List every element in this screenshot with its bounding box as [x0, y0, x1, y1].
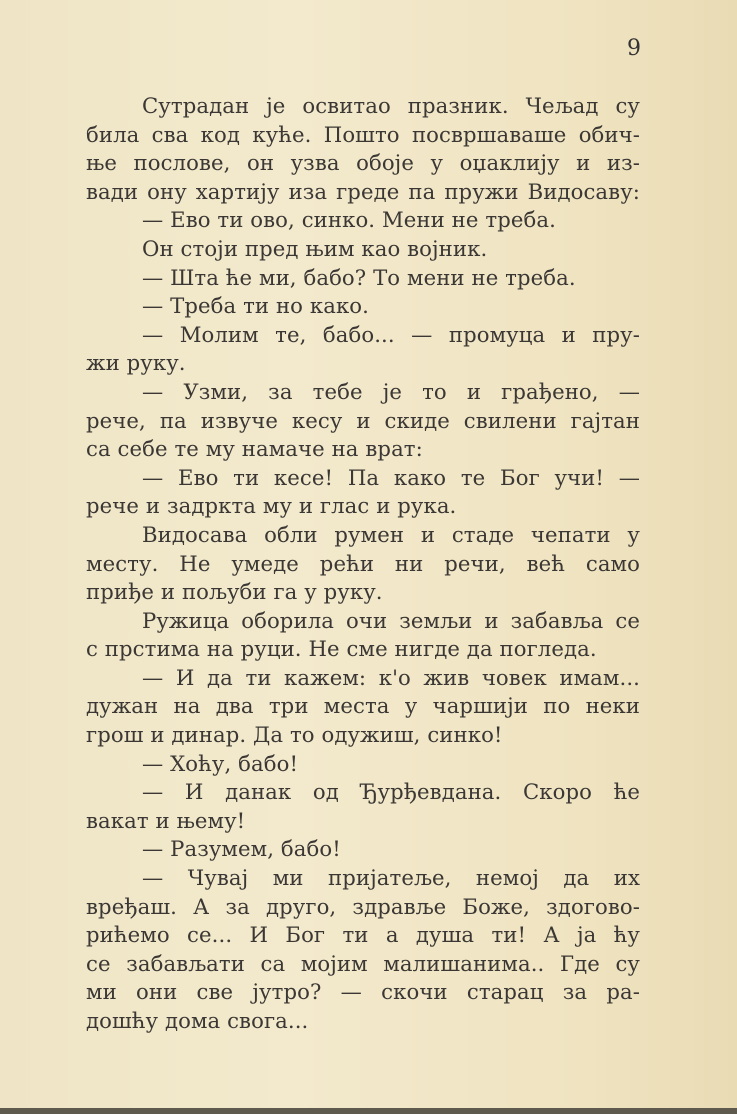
text-line: Ружица оборила очи земљи и забавља се [142, 607, 640, 633]
text-line: Видосава обли румен и стаде чепати у [142, 521, 640, 547]
text-line: — Ево ти ово, синко. Мени не треба. [142, 207, 556, 233]
text-line: Он стоји пред њим као војник. [142, 235, 488, 261]
text-line: вади ону хартију иза греде па пружи Видосаву: [86, 178, 640, 204]
text-line: дошћу дома свога... [86, 1008, 309, 1033]
text-line: — Треба ти но како. [142, 293, 369, 319]
text-line: — Ево ти кесе! Па како те Бог учи! — [142, 464, 640, 490]
text-line: — И да ти кажем: к'о жив човек имам... [142, 664, 640, 690]
text-line: рече и задркта му и глас и рука. [86, 493, 457, 519]
text-line: — Шта ће ми, бабо? То мени не треба. [142, 264, 576, 290]
text-line: с прстима на руци. Не сме нигде да погледа. [86, 636, 597, 662]
text-line: била сва код куће. Пошто посвршаваше обич- [86, 121, 640, 147]
text-line: — Разумем, бабо! [142, 836, 341, 862]
text-line: рече, па извуче кесу и скиде свилени гајтан [86, 407, 640, 433]
text-line: ње послове, он узва обоје у оџаклију и из- [86, 150, 640, 176]
text-line: вакат и њему! [86, 807, 246, 833]
text-line: — Узми, за тебе је то и грађено, — [142, 378, 640, 404]
text-line: вређаш. А за друго, здравље Боже, здогово- [86, 893, 640, 919]
text-line: са себе те му намаче на врат: [86, 436, 423, 462]
text-line: рићемо се... И Бог ти а душа ти! А ја ћу [86, 922, 640, 948]
text-line: приђе и пољуби га у руку. [86, 579, 383, 605]
text-line: се забављати са мојим малишанима.. Где су [86, 950, 640, 976]
text-line: ми они све јутро? — скочи старац за ра- [86, 979, 640, 1005]
text-line: жи руку. [86, 350, 186, 376]
text-line: Сутрадан је освитао празник. Чељад су [142, 93, 640, 118]
page-number: 9 [627, 36, 641, 61]
text-line: грош и динар. Да то одужиш, синко! [86, 722, 503, 748]
text-line: — Хоћу, бабо! [142, 750, 299, 776]
text-line: месту. Не умеде рећи ни речи, већ само [86, 550, 640, 576]
text-line: дужан на два три места у чаршији по неки [86, 693, 640, 719]
text-line: — И данак од Ђурђевдана. Скоро ће [142, 779, 640, 805]
text-line: — Молим те, бабо... — промуца и пру- [142, 321, 640, 347]
body-text [86, 92, 640, 1036]
page-bottom-edge [0, 1108, 737, 1114]
text-line: — Чувај ми пријатеље, немој да их [142, 865, 640, 891]
